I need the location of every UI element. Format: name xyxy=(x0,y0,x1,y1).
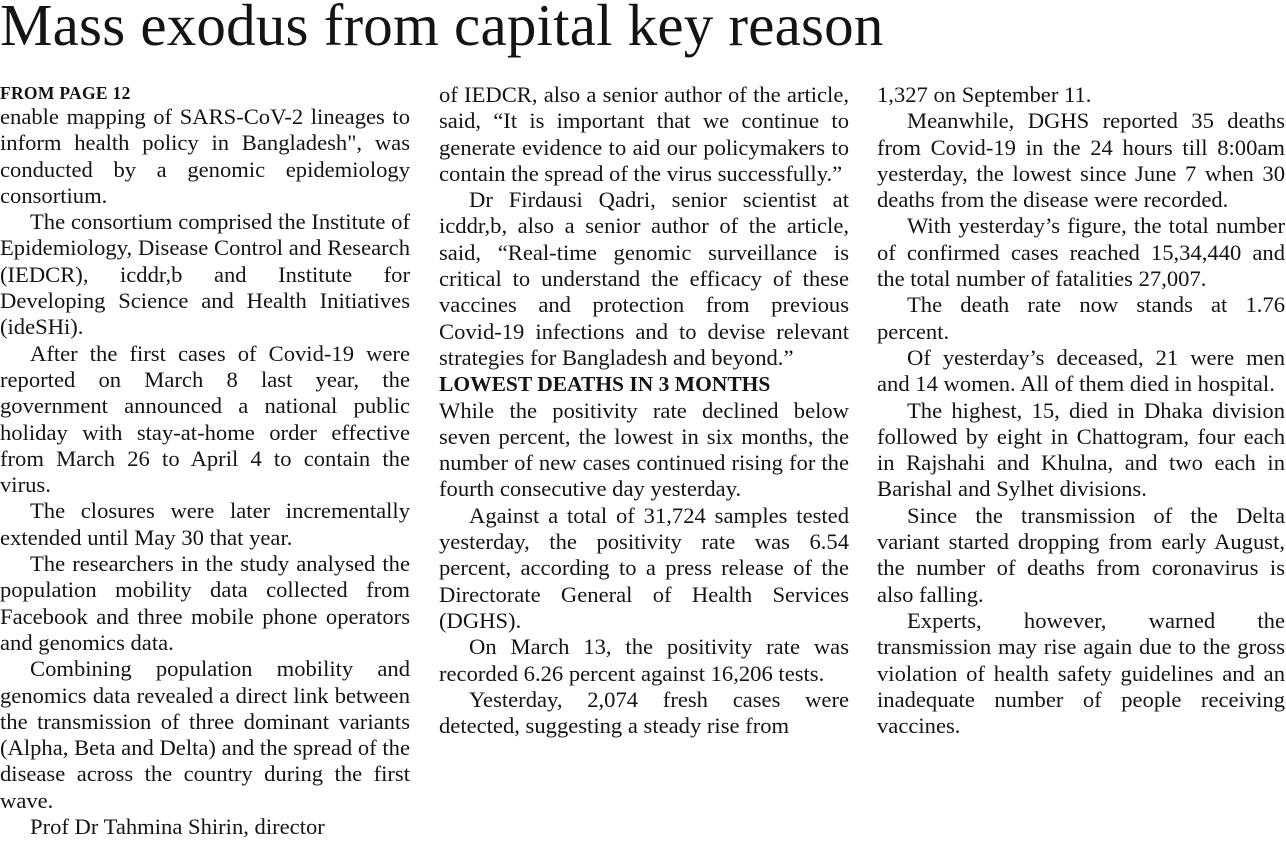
paragraph: Dr Firdausi Qadri, senior scientist at icddr,b, also a senior author of the article, said, “Real-time genomic surveillance is critical to understand the efficacy of these vaccines and protection from previous Covid-19 infections and to devise relevant strategies for Bangladesh and beyond.” xyxy=(439,187,849,370)
paragraph: The highest, 15, died in Dhaka division followed by eight in Chattogram, four each in Rajshahi and Khulna, and two each in Barishal and Sylhet divisions. xyxy=(877,397,1285,502)
headline: Mass exodus from capital key reason xyxy=(0,0,884,58)
article-column-1 xyxy=(0,82,410,840)
paragraph: Yesterday, 2,074 fresh cases were detected, suggesting a steady rise from xyxy=(439,686,849,739)
paragraph: The closures were later incrementally extended until May 30 that year. xyxy=(0,498,410,550)
paragraph: With yesterday’s figure, the total number of confirmed cases reached 15,34,440 and the total number of fatalities 27,007. xyxy=(877,213,1285,292)
paragraph: Of yesterday’s deceased, 21 were men and 14 women. All of them died in hospital. xyxy=(877,344,1285,397)
paragraph: Since the transmission of the Delta variant started dropping from early August, the number of deaths from coronavirus is also falling. xyxy=(877,502,1285,607)
paragraph: The researchers in the study analysed the population mobility data collected from Facebook and three mobile phone operators and genomics data. xyxy=(0,551,410,655)
paragraph: 1,327 on September 11. xyxy=(877,82,1092,107)
paragraph: The death rate now stands at 1.76 percent. xyxy=(877,292,1285,344)
continued-from-label: FROM PAGE 12 xyxy=(0,83,131,103)
paragraph: While the positivity rate declined below seven percent, the lowest in six months, the number of new cases continued rising for the fourth consecutive day yesterday. xyxy=(439,397,849,502)
article-column-2 xyxy=(439,82,849,739)
paragraph: of IEDCR, also a senior author of the article, said, “It is important that we continue to generate evidence to aid our policymakers to contain the spread of the virus successfully.” xyxy=(439,82,849,186)
paragraph: enable mapping of SARS-CoV-2 lineages to inform health policy in Bangladesh", was conducted by a genomic epidemiology consortium. xyxy=(0,104,410,208)
paragraph: The consortium comprised the Institute of Epidemiology, Disease Control and Research (IEDCR), icddr,b and Institute for Developing Science and Health Initiatives (ideSHi). xyxy=(0,209,410,340)
paragraph: On March 13, the positivity rate was recorded 6.26 percent against 16,206 tests. xyxy=(439,634,849,686)
article-column-3 xyxy=(877,82,1285,739)
paragraph: Meanwhile, DGHS reported 35 deaths from Covid-19 in the 24 hours till 8:00am yesterday, the lowest since June 7 when 30 deaths from the disease were recorded. xyxy=(877,108,1285,213)
paragraph: Experts, however, warned the transmission may rise again due to the gross violation of health safety guidelines and an inadequate number of people receiving vaccines. xyxy=(877,607,1285,739)
paragraph: Combining population mobility and genomics data revealed a direct link between the transmission of three dominant variants (Alpha, Beta and Delta) and the spread of the disease across the country during the first wave. xyxy=(0,656,410,813)
paragraph: Against a total of 31,724 samples tested yesterday, the positivity rate was 6.54 percent, according to a press release of the Directorate General of Health Services (DGHS). xyxy=(439,502,849,633)
paragraph: After the first cases of Covid-19 were reported on March 8 last year, the government announced a national public holiday with stay-at-home order effective from March 26 to April 4 to contain the virus. xyxy=(0,340,410,498)
section-subhead: LOWEST DEATHS IN 3 MONTHS xyxy=(439,372,771,397)
paragraph: Prof Dr Tahmina Shirin, director xyxy=(30,814,325,840)
